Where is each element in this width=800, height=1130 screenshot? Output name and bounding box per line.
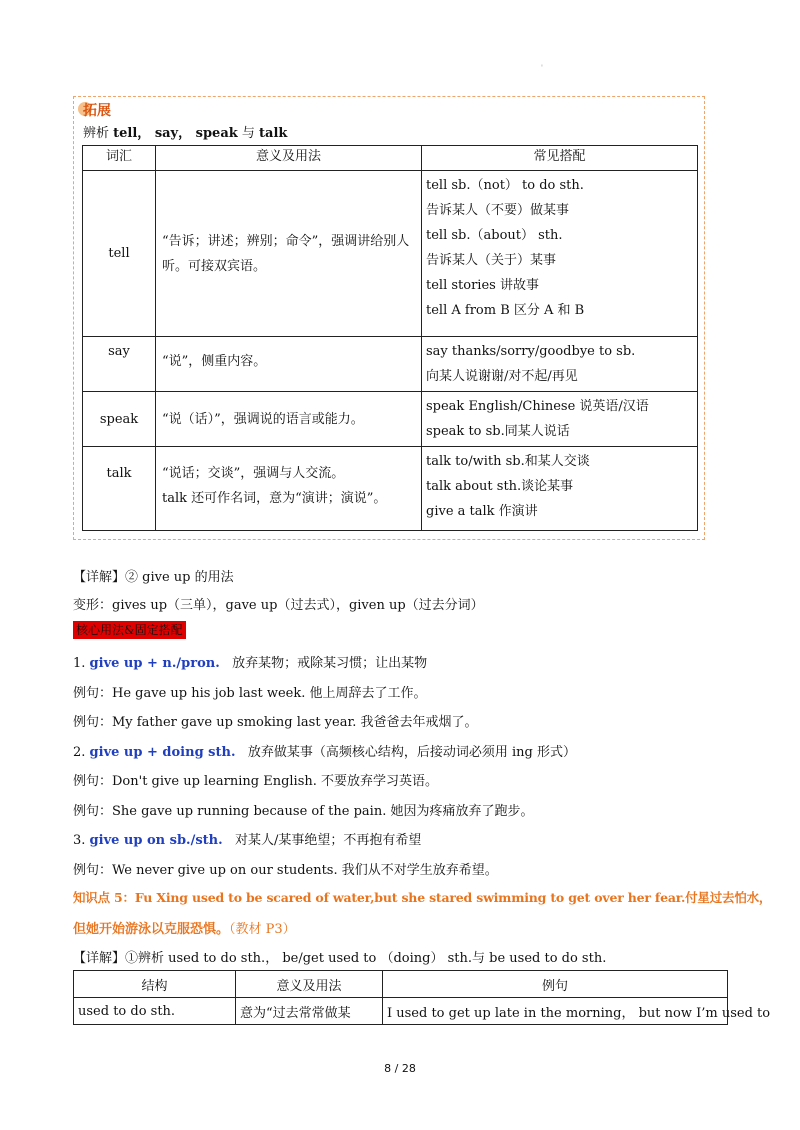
detail-heading: 【详解】② give up 的用法 [73,570,234,585]
example-sentence: 例句：She gave up running because of the pain. 她因为疼痛放弃了跑步。 [73,804,534,819]
example-sentence: 例句：Don't give up learning English. 不要放弃学习英语。 [73,774,439,789]
expand-badge [83,100,111,120]
item-meaning: 放弃某物；戒除某习惯；让出某物 [219,656,428,671]
usage-cell: “告诉；讲述；辨别；命令”，强调讲给别人听。可接双宾语。 [156,171,422,337]
collocation: tell sb.（not） to do sth. [426,178,584,193]
page-number: 8 / 28 [384,1062,416,1075]
header-word: 词汇 [83,146,156,171]
subtitle-word-talk: talk [259,126,288,141]
knowledge-detail: 【详解】①辨析 used to do sth.， be/get used to （doing） sth.与 be used to do sth. [73,951,607,966]
header-structure: 结构 [74,971,236,998]
collocation: talk to/with sb.和某人交谈 [426,454,590,469]
core-usage-label: 核心用法&固定搭配 [73,621,186,639]
collocation: tell A from B 区分 A 和 B [426,303,585,318]
header-collocations: 常见搭配 [422,146,698,171]
header-example: 例句 [383,971,728,998]
collocation: speak English/Chinese 说英语/汉语 [426,399,649,414]
usage-text: “说”，侧重内容。 [162,354,267,369]
structure-table [73,970,771,1025]
translation-text: 但她开始游泳以克服恐惧。 [73,922,230,937]
table-header-row [74,971,728,998]
forms-line: 变形：gives up（三单），gave up（过去式），given up（过去分词） [73,598,484,613]
header-usage: 意义及用法 [156,146,422,171]
collocation: tell sb.（about） sth. [426,228,563,243]
collocation: talk about sth.谈论某事 [426,479,574,494]
collocation: speak to sb.同某人说话 [426,424,570,439]
comparison-table [82,145,698,531]
word-cell: talk [83,447,156,531]
table-row [83,392,698,447]
item-phrase: give up + n./pron. [89,656,220,671]
usage-cell [156,447,422,531]
word-cell: tell [83,171,156,337]
item-number: 3. [73,833,90,848]
example-cell: I used to get up late in the morning， but now I’m used to [383,998,728,1025]
usage-item-1 [73,652,427,671]
collocation: tell stories 讲故事 [426,278,539,293]
table-row [83,337,698,392]
example-sentence: 例句：We never give up on our students. 我们从不对学生放弃希望。 [73,863,498,878]
item-phrase: give up on sb./sth. [89,833,223,848]
collocations-cell [422,171,698,337]
collocation: say thanks/sorry/goodbye to sb. [426,344,636,359]
table-row [74,998,728,1025]
word-cell: speak [83,392,156,447]
structure-cell: used to do sth. [74,998,236,1025]
collocations-cell [422,337,698,392]
collocation: 告诉某人（关于）某事 [426,253,557,268]
collocation: 告诉某人（不要）做某事 [426,203,570,218]
item-number: 1. [73,656,90,671]
subtitle-prefix: 辨析 [83,126,114,141]
textbook-ref: （教材 P3） [229,922,296,937]
table-row [83,447,698,531]
subtitle-mid: 与 [237,126,260,141]
usage-item-3 [73,829,421,848]
table-row [83,171,698,337]
item-meaning: 对某人/某事绝望；不再抱有希望 [222,833,422,848]
collocation: give a talk 作演讲 [426,504,538,519]
usage-cell: 意为“过去常常做某 [236,998,383,1025]
collocations-cell [422,447,698,531]
header-usage: 意义及用法 [236,971,383,998]
expand-subtitle [83,122,287,141]
expand-badge-label: 拓展 [83,103,111,119]
header-mark: ' [541,64,543,72]
knowledge-point-title: 知识点 5：Fu Xing used to be scared of water,but she stared swimming to get over her fear.付星过去怕水， [73,890,772,905]
usage-cell: “说（话）”，强调说的语言或能力。 [156,392,422,447]
example-sentence: 例句：My father gave up smoking last year. 我爸爸去年戒烟了。 [73,715,478,730]
example-sentence: 例句：He gave up his job last week. 他上周辞去了工作。 [73,686,427,701]
knowledge-point-translation [73,918,296,937]
collocation: 向某人说谢谢/对不起/再见 [426,369,578,384]
subtitle-words: tell， say， speak [113,126,238,141]
collocations-cell [422,392,698,447]
item-number: 2. [73,745,90,760]
item-phrase: give up + doing sth. [89,745,236,760]
usage-text: “说话；交谈”，强调与人交流。 [162,466,345,481]
word-cell: say [83,337,156,392]
usage-item-2 [73,741,576,760]
usage-text: talk 还可作名词，意为“演讲；演说”。 [162,491,387,506]
item-meaning: 放弃做某事（高频核心结构，后接动词必须用 ing 形式） [235,745,576,760]
usage-cell [156,337,422,392]
